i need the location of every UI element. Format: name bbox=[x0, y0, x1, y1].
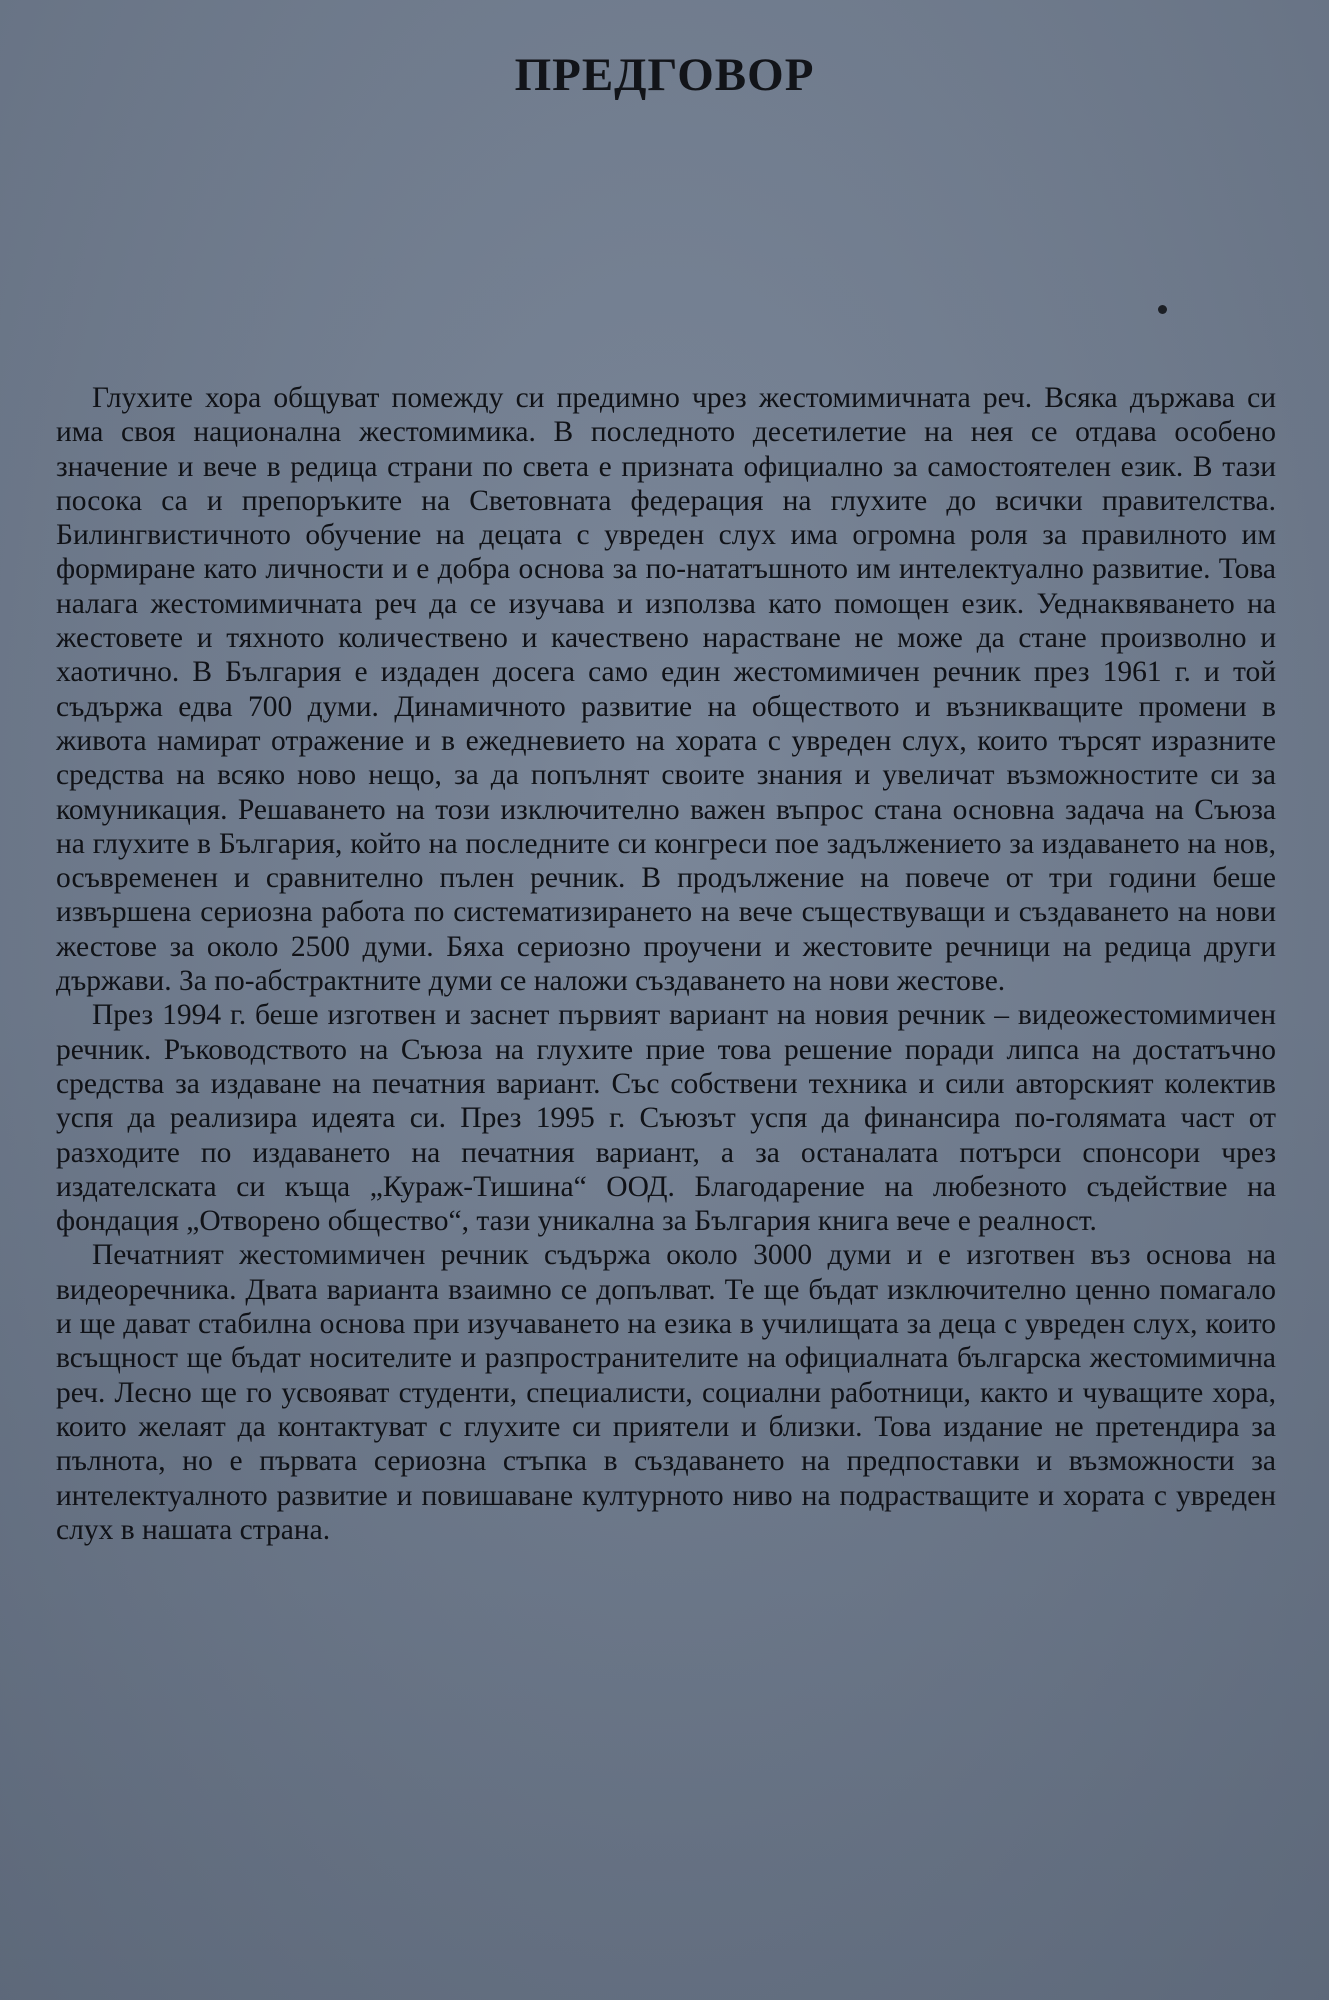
paragraph-3: Печатният жестомимичен речник съдържа около 3000 думи и е изготвен въз основа на видеоречника. Двата варианта взаимно се допълват. Те ще бъдат изключително ценно помагало и ще дават стабилна основа при изучаването на езика в училищата за деца с увреден слух, които всъщност ще бъдат носителите и разпространителите на официалната българска жестомимична реч. Лесно ще го усвояват студенти, специалисти, социални работници, както и чуващите хора, които желаят да контактуват с глухите си приятели и близки. Това издание не претендира за пълнота, но е първата сериозна стъпка в създаването на предпоставки и възможности за интелектуалното развитие и повишаване културното ниво на подрастващите и хората с увреден слух в нашата страна. bbox=[56, 1239, 1276, 1546]
paragraph-2: През 1994 г. беше изготвен и заснет първият вариант на новия речник – видеожестомимичен речник. Ръководството на Съюза на глухите прие това решение поради липса на достатъчно средства за издаване на печатния вариант. Със собствени техника и сили авторският колектив успя да реализира идеята си. През 1995 г. Съюзът успя да финансира по-голямата част от разходите по издаването на печатния вариант, а за останалата потърси спонсори чрез издателската си къща „Кураж-Тишина“ ООД. Благодарение на любезното съдействие на фондация „Отворено общество“, тази уникална за България книга вече е реалност. bbox=[56, 999, 1276, 1238]
preface-body bbox=[56, 381, 1276, 1547]
paper-speck bbox=[1158, 305, 1167, 314]
page-title: ПРЕДГОВОР bbox=[514, 49, 815, 101]
paragraph-1: Глухите хора общуват помежду си предимно чрез жестомимичната реч. Всяка държава си има своя национална жестомимика. В последното десетилетие на нея се отдава особено значение и вече в редица страни по света е призната официално за самостоятелен език. В тази посока са и препоръките на Световната федерация на глухите до всички правителства. Билингвистичното обучение на децата с увреден слух има огромна роля за правилното им формиране като личности и е добра основа за по-нататъшното им интелектуално развитие. Това налага жестомимичната реч да се изучава и използва като помощен език. Уеднаквяването на жестовете и тяхното количествено и качествено нарастване не може да стане произволно и хаотично. В България е издаден досега само един жестомимичен речник през 1961 г. и той съдържа едва 700 думи. Динамичното развитие на обществото и възникващите промени в живота намират отражение и в ежедневието на хората с увреден слух, които търсят изразните средства на всяко ново нещо, за да попълнят своите знания и увеличат възможностите си за комуникация. Решаването на този изключително важен въпрос стана основна задача на Съюза на глухите в България, който на последните си конгреси пое задължението за издаването на нов, осъвременен и сравнително пълен речник. В продължение на повече от три години беше извършена сериозна работа по систематизирането на вече съществуващи и създаването на нови жестове за около 2500 думи. Бяха сериозно проучени и жестовите речници на редица други държави. За по-абстрактните думи се наложи създаването на нови жестове. bbox=[56, 382, 1276, 998]
